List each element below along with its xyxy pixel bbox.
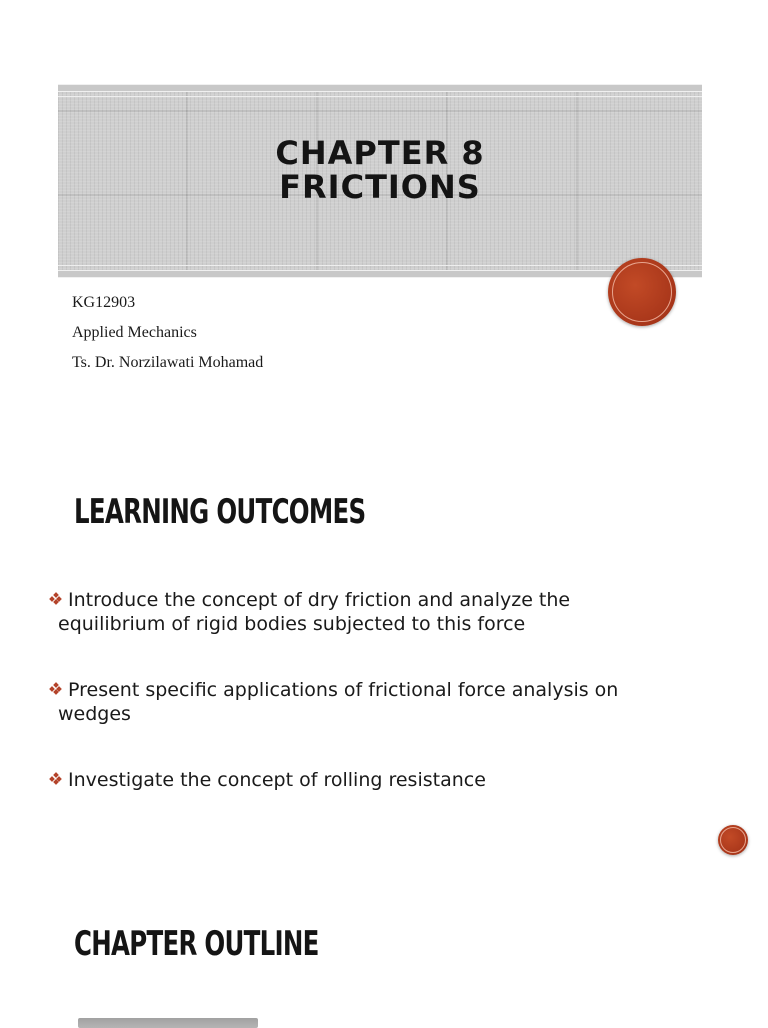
slide-heading: CHAPTER OUTLINE [74,924,319,964]
slide-title [58,136,702,204]
title-slide [0,0,768,440]
title-line-2: FRICTIONS [279,168,481,206]
outcome-line: wedges [58,703,131,725]
outcome-line: Present specific applications of frictional force analysis on [68,679,619,701]
outcomes-list [50,588,690,792]
chapter-outline-slide [0,880,768,1024]
red-circle-icon [718,825,748,855]
outcome-line: equilibrium of rigid bodies subjected to this force [58,613,526,635]
list-item [50,678,690,726]
list-item [50,768,690,792]
cut-off-text [78,1018,258,1028]
learning-outcomes-slide [0,440,768,880]
title-line-1: CHAPTER 8 [275,134,485,172]
slide-heading: LEARNING OUTCOMES [74,492,366,532]
list-item [50,588,690,636]
diamond-bullet-icon [50,683,61,694]
outcome-line: Investigate the concept of rolling resistance [68,769,486,791]
subtitle-block [72,288,263,378]
diamond-bullet-icon [50,773,61,784]
diamond-bullet-icon [50,593,61,604]
red-circle-icon [608,258,676,326]
lecturer-name: Ts. Dr. Norzilawati Mohamad [72,354,264,371]
outcome-line: Introduce the concept of dry friction and analyze the [68,589,571,611]
course-code: KG12903 [72,294,136,311]
course-name: Applied Mechanics [72,324,197,341]
